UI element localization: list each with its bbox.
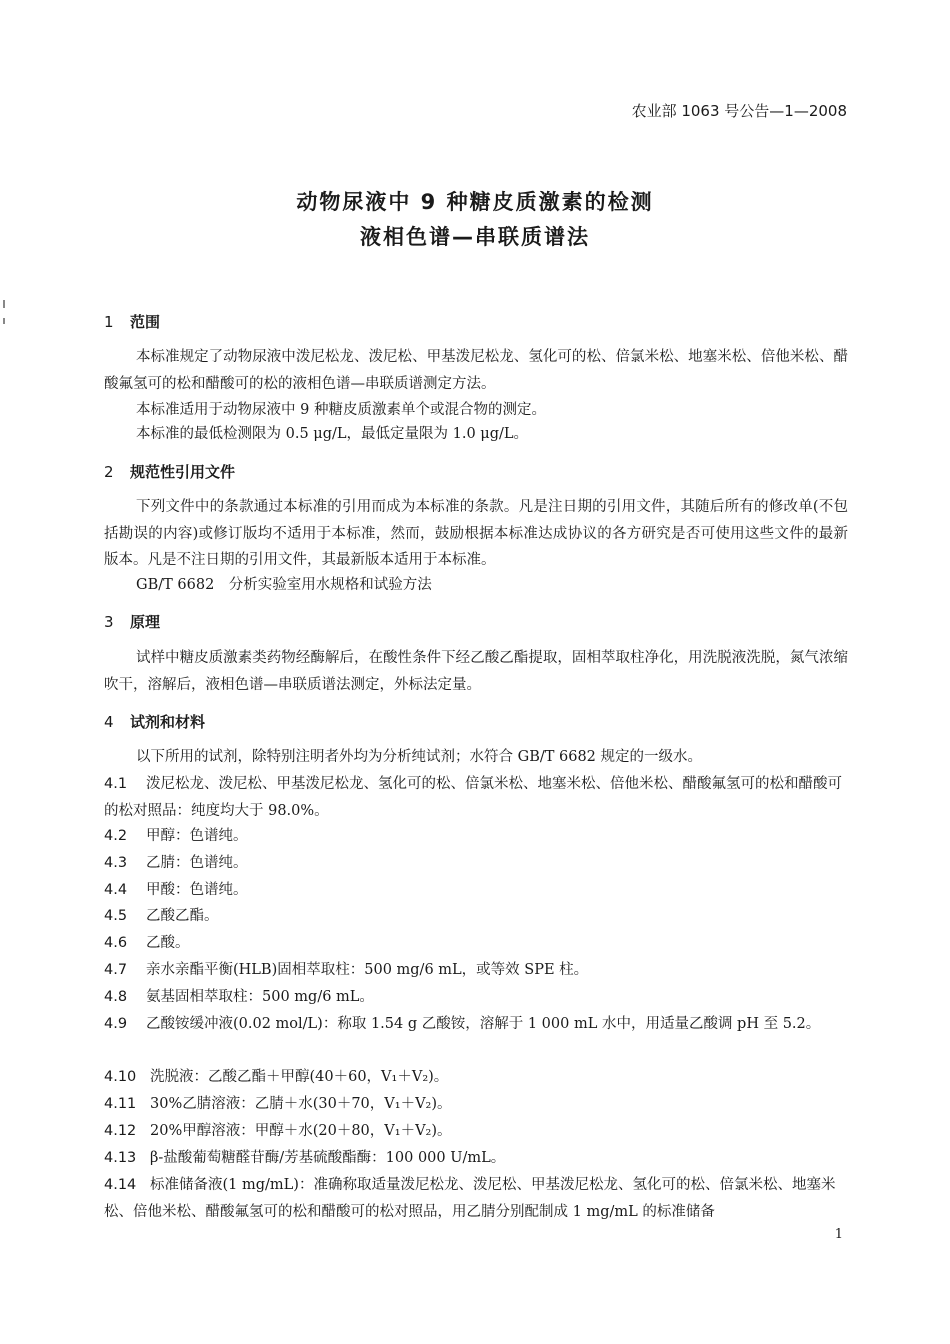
item-number: 4.1 — [104, 776, 128, 792]
item-number: 4.11 — [104, 1096, 137, 1112]
list-item — [104, 877, 848, 904]
item-number: 4.12 — [104, 1123, 137, 1139]
list-item — [104, 1172, 848, 1225]
item-number: 4.5 — [104, 908, 128, 924]
item-text: 洗脱液：乙酸乙酯＋甲醇(40＋60，V₁＋V₂)。 — [150, 1069, 449, 1085]
section-title: 范围 — [130, 313, 161, 331]
list-item — [104, 850, 848, 877]
normative-reference: GB/T 6682 分析实验室用水规格和试验方法 — [136, 577, 432, 593]
section-heading — [104, 461, 235, 482]
paragraph: 以下所用的试剂，除特别注明者外均为分析纯试剂；水符合 GB/T 6682 规定的一级水。 — [136, 749, 703, 765]
item-number: 4.6 — [104, 935, 128, 951]
item-text: 亲水亲酯平衡(HLB)固相萃取柱：500 mg/6 mL，或等效 SPE 柱。 — [146, 962, 589, 978]
item-text: 乙酸。 — [146, 935, 190, 951]
paragraph: 下列文件中的条款通过本标准的引用而成为本标准的条款。凡是注日期的引用文件，其随后所有的修改单(不包括勘误的内容)或修订版均不适用于本标准，然而，鼓励根据本标准达成协议的各方研究是否可使用这些文件的最新版本。凡是不注日期的引用文件，其最新版本适用于本标准。 — [104, 499, 848, 568]
list-item — [104, 1118, 848, 1145]
list-item — [104, 771, 848, 824]
item-text: 氨基固相萃取柱：500 mg/6 mL。 — [146, 989, 374, 1005]
item-text: β-盐酸葡萄糖醛苷酶/芳基硫酸酯酶：100 000 U/mL。 — [150, 1150, 506, 1166]
list-item — [104, 957, 848, 984]
section-number: 2 — [104, 463, 114, 481]
item-text: 标准储备液(1 mg/mL)：准确称取适量泼尼松龙、泼尼松、甲基泼尼松龙、氢化可的松、倍氯米松、地塞米松、倍他米松、醋酸氟氢可的松和醋酸可的松对照品，用乙腈分别配制成 1 mg/mL 的标准储备 — [104, 1177, 836, 1220]
item-number: 4.2 — [104, 828, 128, 844]
list-item — [104, 984, 848, 1011]
section-heading — [104, 311, 160, 332]
item-text: 乙酸乙酯。 — [146, 908, 219, 924]
item-text: 30%乙腈溶液：乙腈＋水(30＋70，V₁＋V₂)。 — [150, 1096, 452, 1112]
item-text: 泼尼松龙、泼尼松、甲基泼尼松龙、氢化可的松、倍氯米松、地塞米松、倍他米松、醋酸氟氢可的松和醋酸可的松对照品：纯度均大于 98.0%。 — [104, 776, 842, 819]
section-title: 原理 — [130, 613, 161, 631]
item-number: 4.3 — [104, 855, 128, 871]
list-item — [104, 1091, 848, 1118]
item-text: 乙酸铵缓冲液(0.02 mol/L)：称取 1.54 g 乙酸铵，溶解于 1 000 mL 水中，用适量乙酸调 pH 至 5.2。 — [146, 1016, 821, 1032]
item-number: 4.4 — [104, 882, 128, 898]
paragraph: 本标准的最低检测限为 0.5 μg/L，最低定量限为 1.0 μg/L。 — [136, 426, 528, 442]
paragraph: 本标准适用于动物尿液中 9 种糖皮质激素单个或混合物的测定。 — [136, 402, 546, 418]
item-text: 20%甲醇溶液：甲醇＋水(20＋80，V₁＋V₂)。 — [150, 1123, 452, 1139]
scan-mark — [3, 300, 5, 308]
section-heading — [104, 611, 160, 632]
title-line-2: 液相色谱—串联质谱法 — [360, 225, 590, 249]
item-text: 甲酸：色谱纯。 — [146, 882, 248, 898]
item-number: 4.9 — [104, 1016, 128, 1032]
list-item — [104, 1145, 848, 1172]
section-title: 试剂和材料 — [130, 713, 206, 731]
standard-id: 农业部 1063 号公告—1—2008 — [631, 102, 847, 120]
paragraph: 本标准规定了动物尿液中泼尼松龙、泼尼松、甲基泼尼松龙、氢化可的松、倍氯米松、地塞米松、倍他米松、醋酸氟氢可的松和醋酸可的松的液相色谱—串联质谱测定方法。 — [104, 349, 848, 392]
title-line-1: 动物尿液中 9 种糖皮质激素的检测 — [296, 190, 654, 214]
item-number: 4.10 — [104, 1069, 137, 1085]
item-number: 4.8 — [104, 989, 128, 1005]
section-number: 4 — [104, 713, 114, 731]
list-item — [104, 903, 848, 930]
list-item — [104, 1064, 848, 1091]
item-text: 甲醇：色谱纯。 — [146, 828, 248, 844]
section-number: 3 — [104, 613, 114, 631]
section-heading — [104, 711, 205, 732]
section-number: 1 — [104, 313, 114, 331]
list-item — [104, 930, 848, 957]
item-text: 乙腈：色谱纯。 — [146, 855, 248, 871]
item-number: 4.14 — [104, 1177, 137, 1193]
section-title: 规范性引用文件 — [130, 463, 236, 481]
item-number: 4.7 — [104, 962, 128, 978]
list-item — [104, 1011, 848, 1038]
paragraph: 试样中糖皮质激素类药物经酶解后，在酸性条件下经乙酸乙酯提取，固相萃取柱净化，用洗脱液洗脱，氮气浓缩吹干，溶解后，液相色谱—串联质谱法测定，外标法定量。 — [104, 650, 848, 693]
scan-mark — [3, 318, 5, 324]
page-number: 1 — [834, 1227, 843, 1242]
item-number: 4.13 — [104, 1150, 137, 1166]
list-item — [104, 823, 848, 850]
